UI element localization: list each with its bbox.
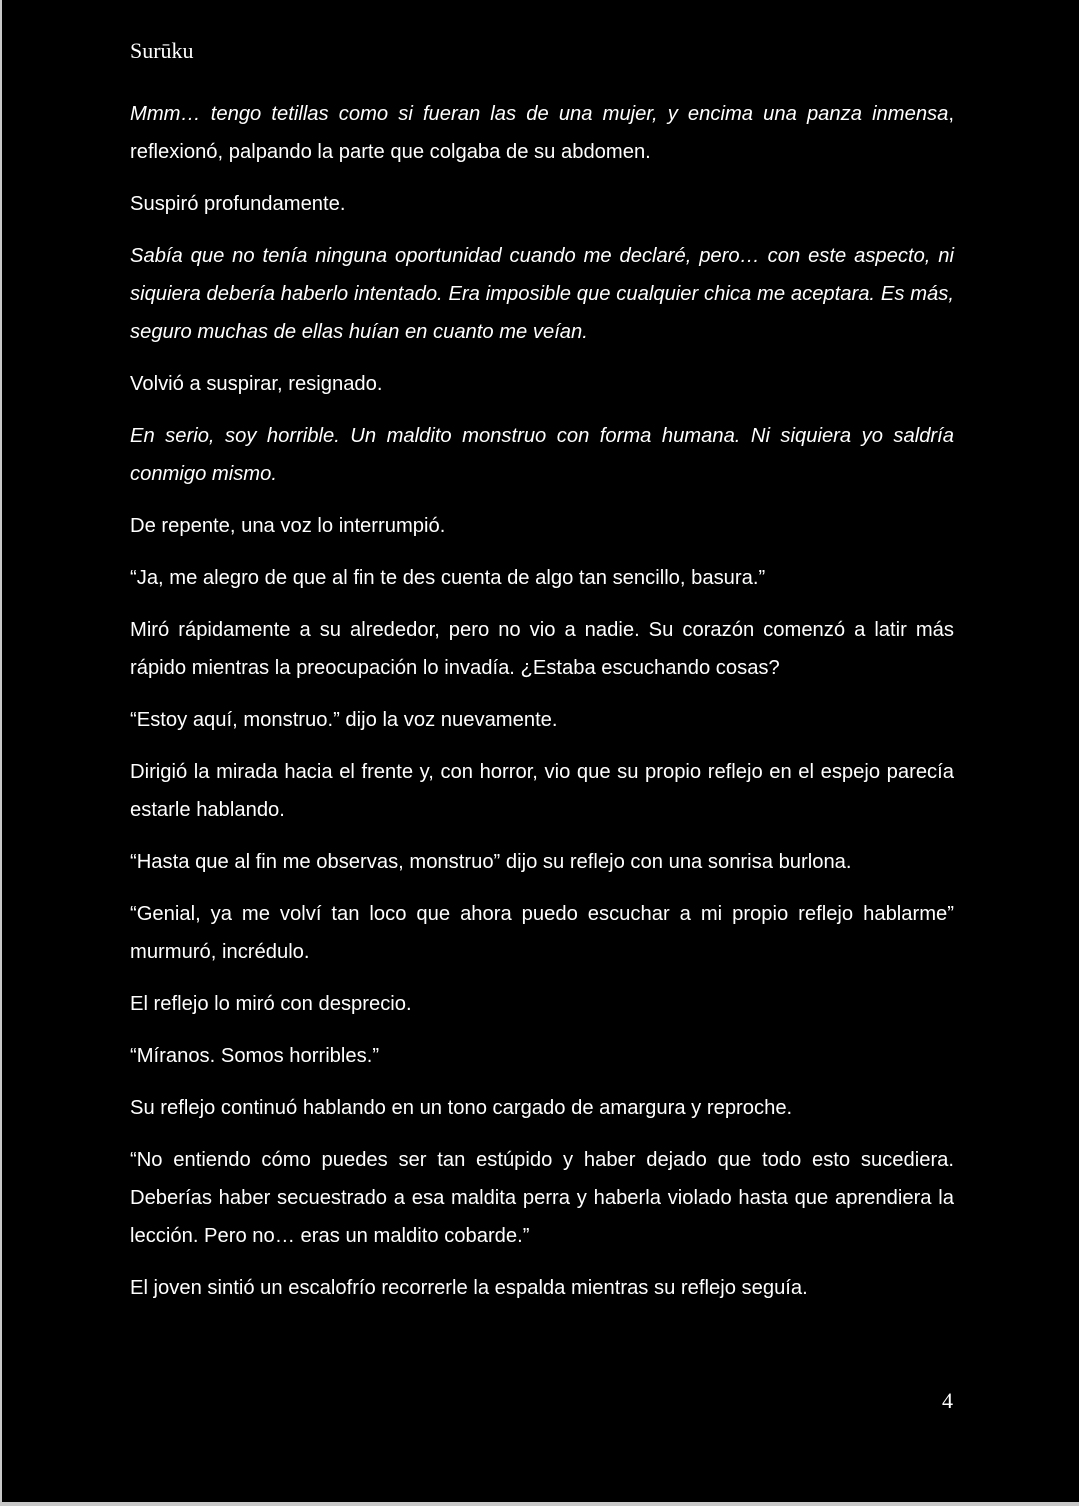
paragraph-dialogue: “Míranos. Somos horribles.”	[130, 1045, 380, 1067]
narration-text: , reflexionó, palpando la parte que colgaba de su abdomen.	[130, 103, 954, 163]
paragraph: Su reflejo continuó hablando en un tono cargado de amargura y reproche.	[130, 1097, 793, 1119]
paragraph-inner-thought: En serio, soy horrible. Un maldito monstruo con forma humana. Ni siquiera yo saldría conmigo mismo.	[130, 425, 954, 485]
paragraph: Suspiró profundamente.	[130, 193, 346, 215]
paragraph-dialogue: “Estoy aquí, monstruo.” dijo la voz nuevamente.	[130, 709, 558, 731]
paragraph-dialogue: “Genial, ya me volví tan loco que ahora puedo escuchar a mi propio reflejo hablarme” murmuró, incrédulo.	[130, 903, 954, 963]
paragraph-dialogue: “No entiendo cómo puedes ser tan estúpido y haber dejado que todo esto sucediera. Deberías haber secuestrado a esa maldita perra y haberla violado hasta que aprendiera la lección. Pero no… eras un maldito cobarde.”	[130, 1149, 954, 1247]
page-number: 4	[942, 1388, 953, 1413]
document-page	[2, 0, 1079, 1502]
paragraph: Miró rápidamente a su alrededor, pero no vio a nadie. Su corazón comenzó a latir más rápido mientras la preocupación lo invadía. ¿Estaba escuchando cosas?	[130, 619, 954, 679]
paragraph: De repente, una voz lo interrumpió.	[130, 515, 446, 537]
paragraph: El joven sintió un escalofrío recorrerle la espalda mientras su reflejo seguía.	[130, 1277, 808, 1299]
paragraph: El reflejo lo miró con desprecio.	[130, 993, 412, 1015]
paragraph	[130, 95, 954, 171]
inner-thought-text: Mmm… tengo tetillas como si fueran las de una mujer, y encima una panza inmensa	[130, 103, 949, 125]
page-body	[130, 95, 954, 1321]
running-header: Surūku	[130, 38, 194, 63]
paragraph-dialogue: “Hasta que al fin me observas, monstruo” dijo su reflejo con una sonrisa burlona.	[130, 851, 852, 873]
paragraph-inner-thought: Sabía que no tenía ninguna oportunidad cuando me declaré, pero… con este aspecto, ni siquiera debería haberlo intentado. Era imposible que cualquier chica me aceptara. Es más, seguro muchas de ellas huían en cuanto me veían.	[130, 245, 954, 343]
paragraph-dialogue: “Ja, me alegro de que al fin te des cuenta de algo tan sencillo, basura.”	[130, 567, 766, 589]
paragraph: Dirigió la mirada hacia el frente y, con horror, vio que su propio reflejo en el espejo parecía estarle hablando.	[130, 761, 954, 821]
paragraph: Volvió a suspirar, resignado.	[130, 373, 383, 395]
